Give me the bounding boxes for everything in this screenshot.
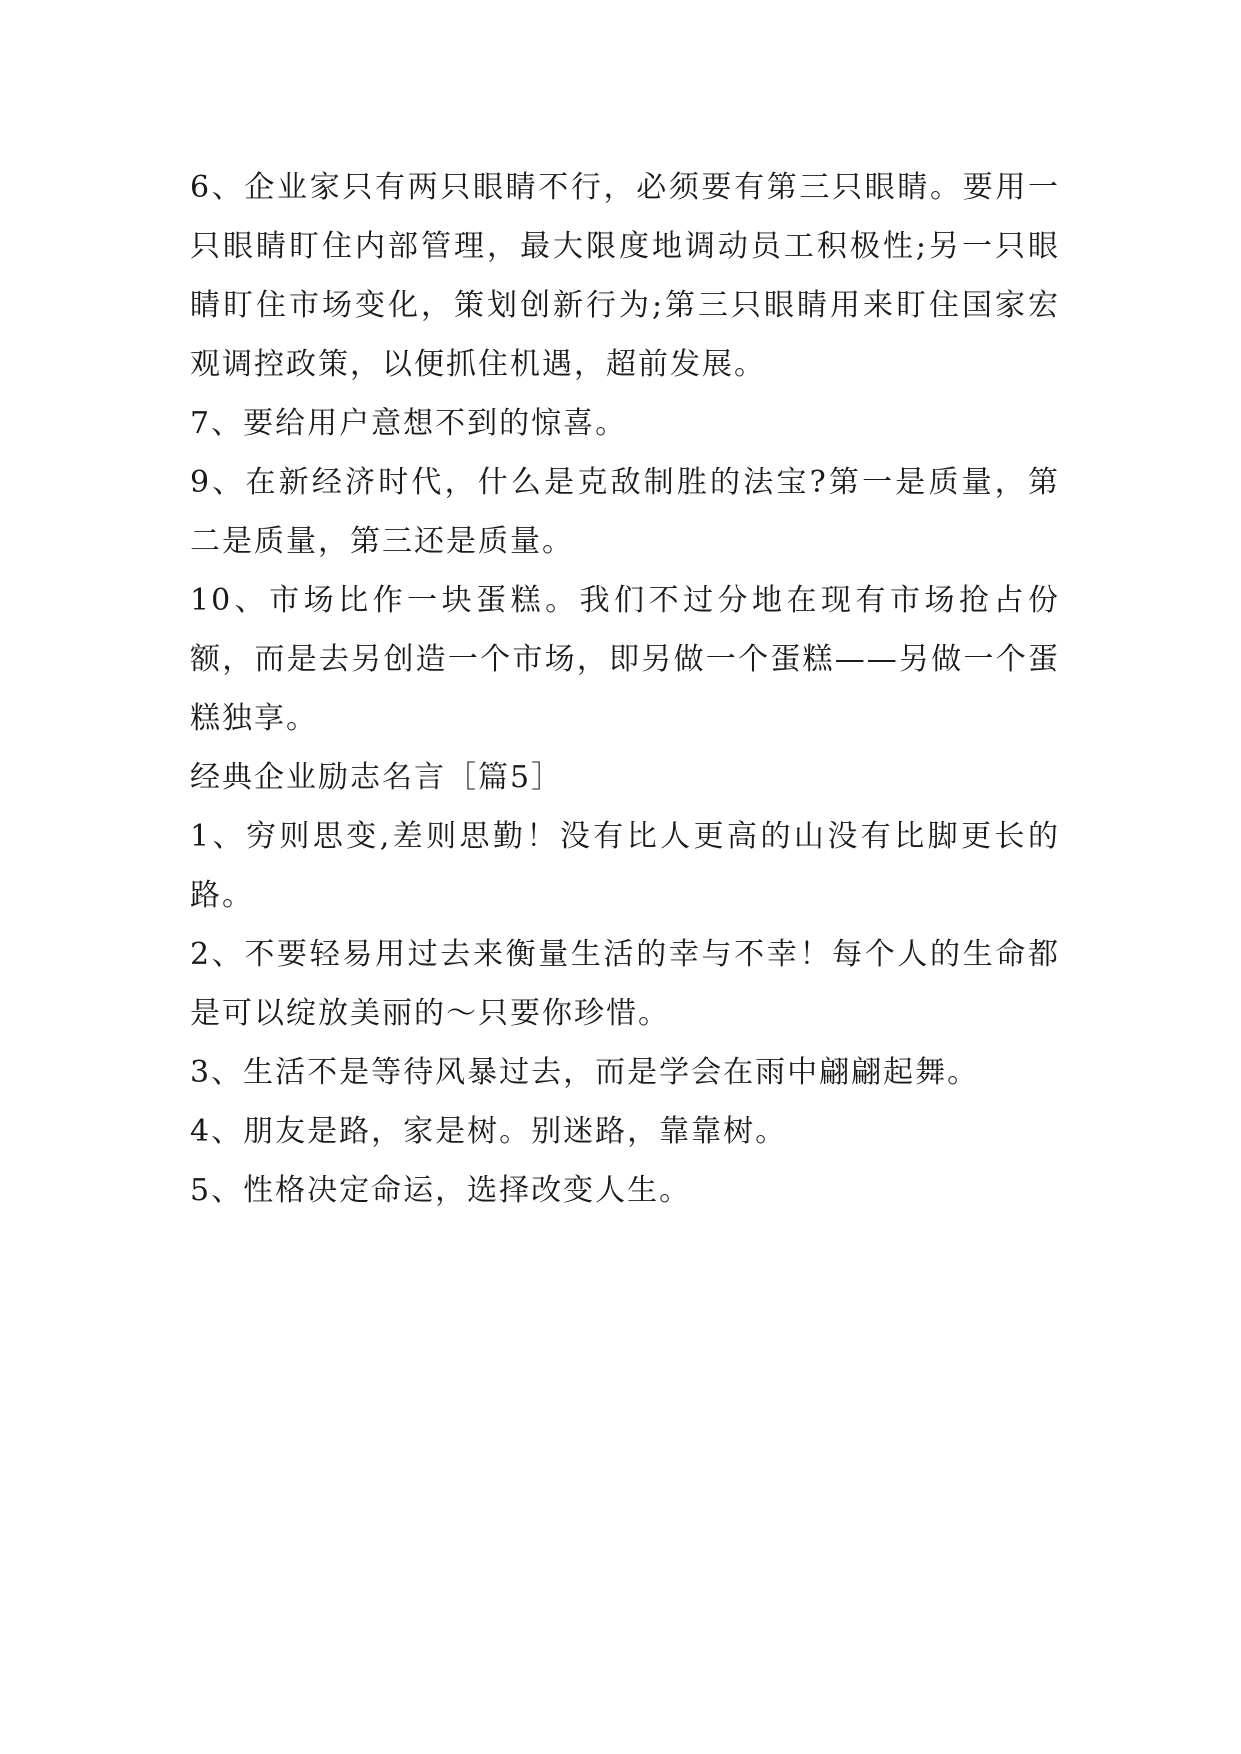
quote-paragraph-4: 4、朋友是路，家是树。别迷路，靠靠树。 [190, 1114, 788, 1149]
quote-paragraph-7: 7、要给用户意想不到的惊喜。 [190, 406, 628, 441]
quote-paragraph-5: 5、性格决定命运，选择改变人生。 [190, 1173, 692, 1208]
document-body [190, 158, 1060, 1220]
quote-paragraph-10: 10、市场比作一块蛋糕。我们不过分地在现有市场抢占份额，而是去另创造一个市场，即另做一个蛋糕——另做一个蛋糕独享。 [190, 583, 1060, 736]
quote-paragraph-3: 3、生活不是等待风暴过去，而是学会在雨中翩翩起舞。 [190, 1055, 980, 1090]
quote-paragraph-1: 1、穷则思变,差则思勤！没有比人更高的山没有比脚更长的路。 [190, 819, 1060, 913]
quote-paragraph-9: 9、在新经济时代，什么是克敌制胜的法宝?第一是质量，第二是质量，第三还是质量。 [190, 465, 1060, 559]
quote-paragraph-2: 2、不要轻易用过去来衡量生活的幸与不幸！每个人的生命都是可以绽放美丽的～只要你珍惜。 [190, 937, 1060, 1031]
quote-paragraph-6: 6、企业家只有两只眼睛不行，必须要有第三只眼睛。要用一只眼睛盯住内部管理，最大限度地调动员工积极性;另一只眼睛盯住市场变化，策划创新行为;第三只眼睛用来盯住国家宏观调控政策，以便抓住机遇，超前发展。 [190, 170, 1060, 382]
section-heading: 经典企业励志名言［篇5］ [190, 760, 564, 795]
